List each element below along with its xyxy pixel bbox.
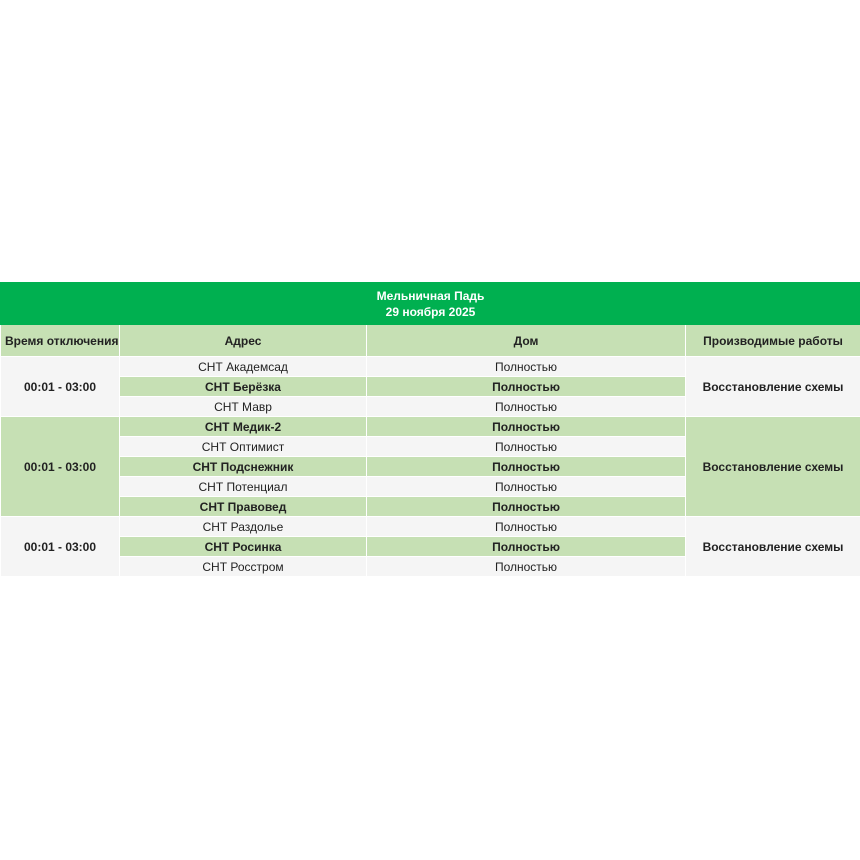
address-cell: СНТ Росинка [120, 537, 367, 557]
house-cell: Полностью [367, 437, 686, 457]
outage-time-cell: 00:01 - 03:00 [1, 517, 120, 577]
works-cell: Восстановление схемы [686, 357, 860, 417]
address-cell: СНТ Академсад [120, 357, 367, 377]
outage-date: 29 ноября 2025 [385, 304, 476, 319]
house-cell: Полностью [367, 557, 686, 577]
house-cell: Полностью [367, 517, 686, 537]
house-cell: Полностью [367, 357, 686, 377]
house-cell: Полностью [367, 377, 686, 397]
works-cell: Восстановление схемы [686, 517, 860, 577]
outage-time-cell: 00:01 - 03:00 [1, 417, 120, 517]
table-body [1, 357, 860, 577]
address-cell: СНТ Подснежник [120, 457, 367, 477]
table-title-row [1, 283, 860, 325]
address-cell: СНТ Мавр [120, 397, 367, 417]
address-cell: СНТ Раздолье [120, 517, 367, 537]
house-cell: Полностью [367, 397, 686, 417]
column-header-time: Время отключения [1, 325, 120, 357]
address-cell: СНТ Оптимист [120, 437, 367, 457]
house-cell: Полностью [367, 497, 686, 517]
house-cell: Полностью [367, 457, 686, 477]
table-row [1, 417, 860, 437]
column-header-house: Дом [367, 325, 686, 357]
house-cell: Полностью [367, 537, 686, 557]
column-header-works: Производимые работы [686, 325, 860, 357]
address-cell: СНТ Потенциал [120, 477, 367, 497]
works-cell: Восстановление схемы [686, 417, 860, 517]
address-cell: СНТ Росстром [120, 557, 367, 577]
table-row [1, 517, 860, 537]
outage-time-cell: 00:01 - 03:00 [1, 357, 120, 417]
table-row [1, 357, 860, 377]
address-cell: СНТ Медик-2 [120, 417, 367, 437]
column-header-address: Адрес [120, 325, 367, 357]
address-cell: СНТ Берёзка [120, 377, 367, 397]
column-header-row [1, 325, 860, 357]
house-cell: Полностью [367, 477, 686, 497]
table-title [1, 283, 860, 325]
address-cell: СНТ Правовед [120, 497, 367, 517]
outage-schedule-table [0, 282, 860, 577]
settlement-name: Мельничная Падь [376, 288, 485, 303]
house-cell: Полностью [367, 417, 686, 437]
